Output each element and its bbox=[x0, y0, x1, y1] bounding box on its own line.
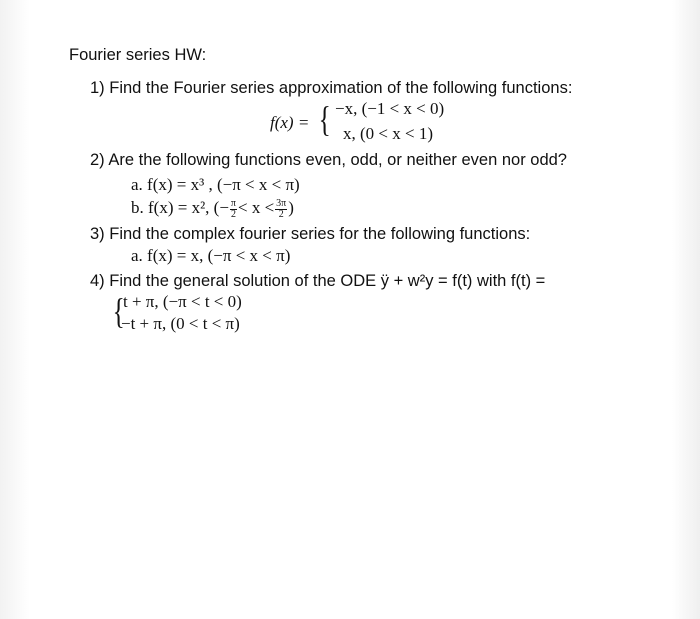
question-1-text: 1) Find the Fourier series approximation of the following functions: bbox=[90, 79, 573, 97]
q2-b-fraction-2-denominator: 2 bbox=[278, 208, 284, 220]
q1-piecewise-brace: { bbox=[318, 99, 331, 139]
q2-part-b bbox=[131, 198, 294, 220]
q1-function-lhs bbox=[270, 113, 309, 133]
q2-b-middle: < x < bbox=[237, 198, 275, 217]
q4-case-1: t + π, (−π < t < 0) bbox=[123, 292, 242, 311]
question-4-text: 4) Find the general solution of the ODE ÿ + w²y = f(t) with f(t) = bbox=[90, 272, 546, 290]
q1-case-2: x, (0 < x < 1) bbox=[343, 124, 433, 143]
q4-piecewise-brace: { bbox=[112, 291, 125, 331]
q1-lhs-expression: f(x) = bbox=[270, 113, 310, 132]
document-title: Fourier series HW: bbox=[69, 46, 207, 64]
q2-b-fraction-1 bbox=[230, 199, 237, 220]
question-2-text: 2) Are the following functions even, odd, or neither even nor odd? bbox=[90, 151, 567, 169]
q4-case-2: −t + π, (0 < t < π) bbox=[121, 314, 240, 333]
q2-b-fraction-1-numerator: π bbox=[230, 197, 236, 209]
question-3-text: 3) Find the complex fourier series for the following functions: bbox=[90, 225, 531, 243]
q1-case-1: −x, (−1 < x < 0) bbox=[335, 99, 445, 118]
q2-b-suffix: ) bbox=[288, 198, 294, 217]
q2-b-fraction-2-numerator: 3π bbox=[276, 197, 287, 209]
q2-b-fraction-1-denominator: 2 bbox=[230, 208, 236, 220]
q2-b-fraction-2 bbox=[275, 199, 287, 220]
q3-part-a: a. f(x) = x, (−π < x < π) bbox=[131, 246, 291, 265]
q2-part-a: a. f(x) = x³ , (−π < x < π) bbox=[131, 175, 300, 194]
q2-b-prefix: b. f(x) = x², (− bbox=[131, 198, 229, 217]
